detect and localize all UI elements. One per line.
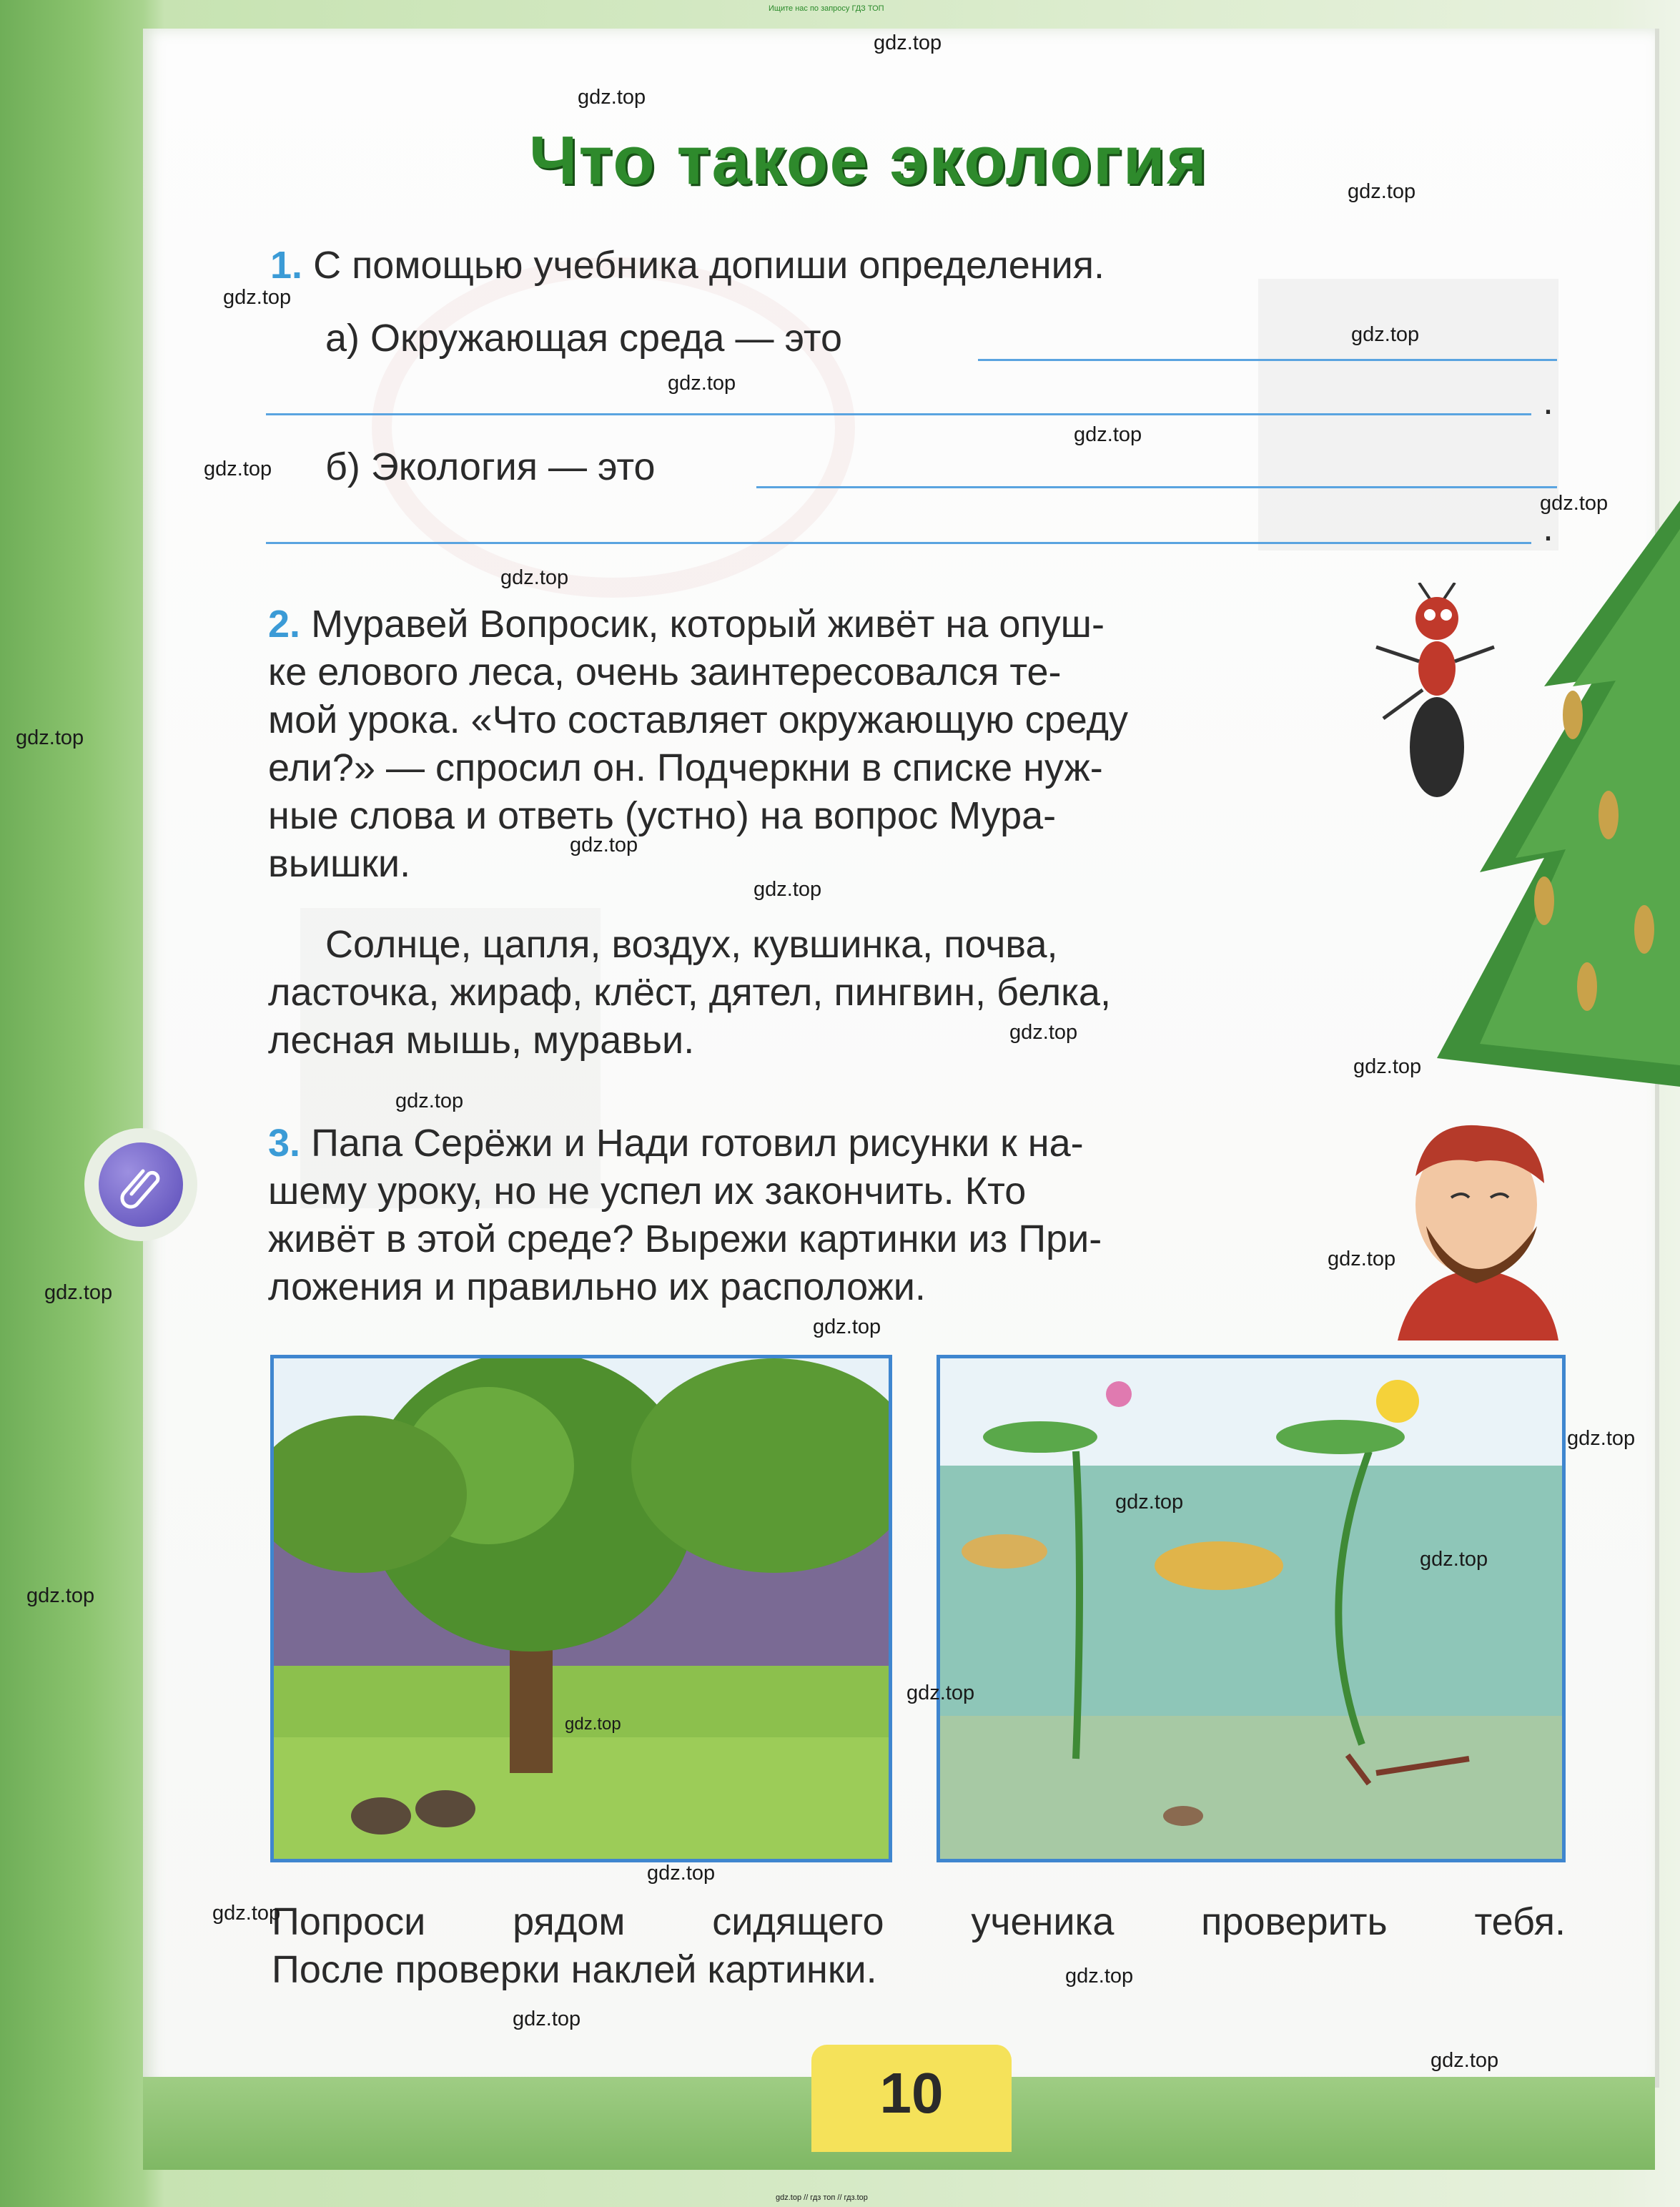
watermark: gdz.top [1420, 1548, 1488, 1571]
watermark: gdz.top [500, 566, 569, 589]
watermark: gdz.top [395, 1090, 464, 1112]
watermark: gdz.top [16, 726, 84, 749]
watermark: gdz.top [668, 372, 736, 395]
header-note: Ищите нас по запросу ГДЗ ТОП [769, 4, 884, 13]
sentence-end-dot: . [1543, 380, 1554, 423]
task2-line-text: Муравей Вопросик, который живёт на опуш- [311, 603, 1105, 646]
watermark: gdz.top [1351, 323, 1420, 346]
answer-line[interactable] [978, 359, 1557, 361]
task3-text [268, 1120, 1355, 1311]
watermark: gdz.top [223, 286, 292, 309]
task3-line-text: Папа Серёжи и Нади готовил рисунки к на- [311, 1122, 1084, 1165]
watermark: gdz.top [874, 31, 942, 54]
watermark: gdz.top [1567, 1427, 1636, 1450]
task2-line: ке елового леса, очень заинтересовался те- [268, 651, 1062, 693]
task2-line: вьишки. [268, 842, 411, 885]
watermark: gdz.top [1348, 180, 1416, 203]
task3-line: шему уроку, но не успел их закончить. Кто [268, 1170, 1027, 1213]
task1-instruction [270, 242, 1105, 290]
watermark: gdz.top [1074, 423, 1142, 446]
pond-habitat-picture [937, 1355, 1566, 1862]
watermark: gdz.top [1540, 492, 1609, 515]
page-number-tab [811, 2045, 1012, 2152]
answer-line[interactable] [266, 542, 1531, 544]
watermark: gdz.top [1328, 1248, 1396, 1270]
closing-line: После проверки наклей картинки. [272, 1948, 877, 1991]
watermark: gdz.top [26, 1584, 95, 1607]
watermark: gdz.top [578, 86, 646, 109]
watermark: gdz.top [570, 834, 638, 856]
paperclip-icon [99, 1142, 183, 1227]
task3-number: 3. [268, 1122, 301, 1165]
watermark: gdz.top [753, 878, 822, 901]
watermark: gdz.top [513, 2008, 581, 2030]
task3-line: ложения и правильно их расположи. [268, 1265, 926, 1308]
task3-line: живёт в этой среде? Вырежи картинки из При- [268, 1218, 1102, 1260]
watermark: gdz.top [813, 1315, 881, 1338]
word-list-line: ласточка, жираф, клёст, дятел, пингвин, белка, [268, 971, 1111, 1014]
watermark: gdz.top [1115, 1491, 1184, 1514]
watermark: gdz.top [44, 1281, 113, 1304]
task2-line [268, 601, 1340, 648]
task1-b-label: б) Экология — это [325, 445, 656, 488]
watermark: gdz.top [906, 1682, 975, 1704]
closing-instruction [272, 1898, 1566, 1994]
task3-line [268, 1120, 1355, 1167]
page-title: Что такое экология [529, 122, 1208, 199]
task2-text [268, 601, 1340, 888]
closing-line: Попроси рядом сидящего ученика проверить тебя. [272, 1900, 1566, 1943]
watermark: gdz.top [204, 458, 272, 480]
watermark: gdz.top [1065, 1965, 1134, 1988]
footer-note: gdz.top // гдз топ // гдз.top [776, 2193, 868, 2202]
task1-a-label: а) Окружающая среда — это [325, 317, 842, 360]
task1-text: С помощью учебника допиши определения. [313, 244, 1105, 287]
watermark: gdz.top [647, 1862, 716, 1885]
forest-habitat-picture [270, 1355, 892, 1862]
task2-line: мой урока. «Что составляет окружающую среду [268, 698, 1129, 741]
answer-line[interactable] [266, 413, 1531, 415]
word-list-line: лесная мышь, муравьи. [268, 1019, 695, 1062]
watermark: gdz.top [1353, 1055, 1422, 1078]
bleed-through-texture [372, 257, 855, 598]
watermark: gdz.top [565, 1714, 621, 1734]
watermark: gdz.top [212, 1902, 281, 1925]
task2-number: 2. [268, 603, 301, 646]
watermark: gdz.top [1431, 2049, 1499, 2072]
paperclip-badge [84, 1128, 197, 1241]
page-number: 10 [879, 2061, 944, 2125]
task1-number: 1. [270, 244, 303, 287]
task2-line: ели?» — спросил он. Подчеркни в списке нуж- [268, 746, 1103, 789]
papa-character [1383, 1105, 1562, 1355]
sentence-end-dot: . [1543, 506, 1554, 549]
ant-character [1362, 583, 1505, 819]
task2-word-list [268, 921, 1355, 1065]
watermark: gdz.top [1009, 1021, 1078, 1044]
task2-line: ные слова и ответь (устно) на вопрос Мура- [268, 794, 1057, 837]
word-list-line: Солнце, цапля, воздух, кувшинка, почва, [325, 923, 1058, 966]
